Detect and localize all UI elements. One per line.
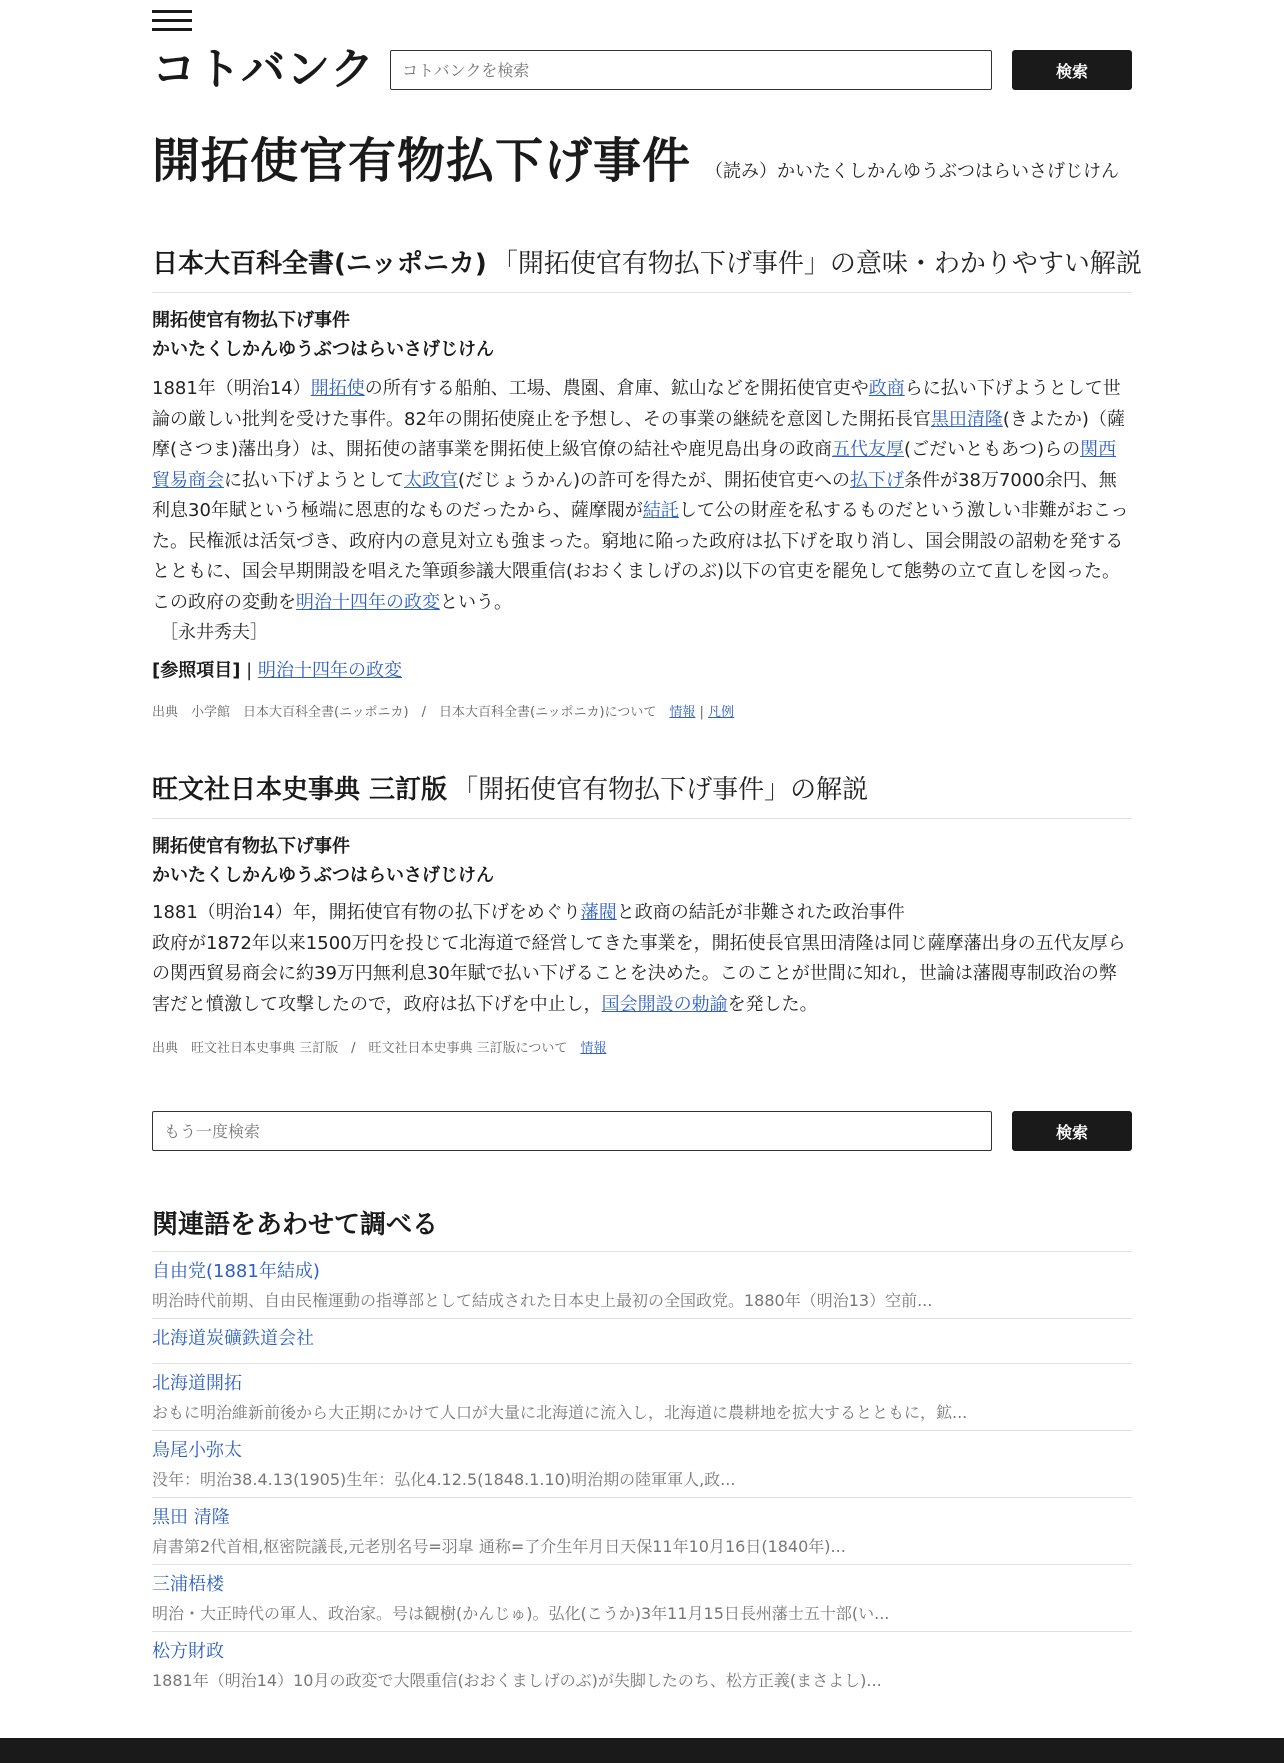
author: ［永井秀夫］ (160, 622, 268, 643)
body-text: 政府が1872年以来1500万円を投じて北海道で経営してきた事業を，開拓使長官黒田清隆は同じ薩摩藩出身の五代友厚らの関西貿易商会に約39万円無利息30年賦で払い下げることを決めた。このことが世間に知れ，世論は藩閥専制政治の弊害だと憤激して攻撃したので，政府は払下げを中止し， (152, 932, 1126, 1015)
section-source: 旺文社日本史事典 三訂版 (152, 775, 448, 805)
related-item-desc: 肩書第2代首相,枢密院議長,元老別名号=羽皐 通称=了介生年月日天保11年10月16日(1840年)... (152, 1537, 846, 1556)
body-text: という。 (440, 591, 512, 613)
related-item-title[interactable]: 三浦梧楼 (152, 1574, 224, 1595)
section-heading-nipponica (152, 243, 1142, 293)
related-item-desc: 没年：明治38.4.13(1905)生年：弘化4.12.5(1848.1.10)明治期の陸軍軍人,政... (152, 1470, 736, 1489)
link-seisho[interactable]: 政商 (868, 378, 905, 399)
reference-items (152, 656, 402, 682)
title-reading: （読み）かいたくしかんゆうぶつはらいさげじけん (705, 161, 1120, 182)
related-item-title[interactable]: 北海道開拓 (152, 1373, 242, 1394)
body-text: 1881（明治14）年，開拓使官有物の払下げをめぐり (152, 902, 581, 923)
citation-info-link[interactable]: 情報 (669, 705, 696, 720)
page-title: 開拓使官有物払下げ事件 (152, 133, 692, 189)
entry-body (152, 374, 1132, 649)
source-citation (152, 1037, 606, 1056)
link-kuroda-kiyotaka[interactable]: 黒田清隆 (930, 408, 1003, 430)
hamburger-menu-icon[interactable] (152, 10, 192, 32)
citation-text: 出典 小学館 日本大百科全書(ニッポニカ) / 日本大百科全書(ニッポニカ)について (152, 705, 670, 720)
related-item-desc: 明治・大正時代の軍人、政治家。号は観樹(かんじゅ)。弘化(こうか)3年11月15日長州藩士五十部(い... (152, 1604, 890, 1623)
related-heading: 関連語をあわせて調べる (152, 1210, 439, 1240)
entry-term-block (152, 306, 1132, 364)
reference-label: [参照項目] (152, 660, 241, 681)
link-dajokan[interactable]: 太政官 (404, 469, 458, 491)
link-haraisage[interactable]: 払下げ (850, 469, 905, 491)
source-citation (152, 701, 734, 720)
body-text: と政商の結託が非難された政治事件 (616, 902, 905, 923)
search-input[interactable] (390, 50, 992, 90)
related-item-desc: 1881年（明治14）10月の政変で大隈重信(おおくましげのぶ)が失脚したのち、松方正義(まさよし)... (152, 1671, 882, 1690)
body-text: (だじょうかん)の許可を得たが、開拓使官吏への (458, 469, 851, 491)
link-meiji14-seihen[interactable]: 明治十四年の政変 (296, 591, 440, 613)
body-text: (ごだいともあつ)らの (904, 439, 1081, 460)
link-kaitakushi[interactable]: 開拓使 (310, 378, 365, 399)
body-text: 条件が38万7000余円、無利息30年賦という極端に恩恵的なものだったから、薩摩閥が (152, 469, 1117, 521)
link-kokkai-kaisetsu-chokuyu[interactable]: 国会開設の勅諭 (601, 993, 728, 1015)
entry-term-reading: かいたくしかんゆうぶつはらいさげじけん (152, 339, 494, 360)
search-button[interactable]: 検索 (1012, 50, 1132, 90)
link-hanbatsu[interactable]: 藩閥 (580, 902, 617, 923)
related-item[interactable] (152, 1364, 1132, 1431)
entry-term: 開拓使官有物払下げ事件 (152, 836, 350, 857)
citation-legend-link[interactable]: 凡例 (708, 705, 735, 720)
section-description: 「開拓使官有物払下げ事件」の解説 (452, 775, 869, 805)
related-list (152, 1251, 1132, 1699)
footer-bar (0, 1738, 1284, 1763)
related-item[interactable] (152, 1252, 1132, 1319)
body-text: (きよたか)（薩摩(さつま)藩出身）は、開拓使の諸事業を開拓使上級官僚の結社や鹿児島出身の政商 (152, 408, 1125, 460)
related-item-title[interactable]: 鳥尾小弥太 (152, 1440, 242, 1461)
citation-info-link[interactable]: 情報 (580, 1041, 607, 1056)
body-text: を発した。 (727, 993, 818, 1015)
citation-separator: | (695, 705, 709, 720)
reference-link-meiji14-seihen[interactable]: 明治十四年の政変 (257, 660, 402, 681)
bottom-search-button[interactable]: 検索 (1012, 1111, 1132, 1151)
entry-term-reading: かいたくしかんゆうぶつはらいさげじけん (152, 865, 494, 886)
related-item[interactable] (152, 1319, 1132, 1364)
related-item[interactable] (152, 1632, 1132, 1699)
entry-term-block (152, 832, 1132, 890)
related-item-title[interactable]: 松方財政 (152, 1641, 224, 1662)
related-item[interactable] (152, 1498, 1132, 1565)
body-text: の所有する船舶、工場、農園、倉庫、鉱山などを開拓使官吏や (364, 378, 869, 399)
related-item-desc: 明治時代前期、自由民権運動の指導部として結成された日本史上最初の全国政党。1880年（明治13）空前... (152, 1291, 933, 1310)
reference-separator: | (240, 660, 258, 681)
body-text: して公の財産を私するものだという激しい非難がおこった。民権派は活気づき、政府内の意見対立も強まった。窮地に陥った政府は払下げを取り消し、国会開設の詔勅を発するとともに、国会早期開設を唱えた筆頭参議大隈重信(おおくましげのぶ)以下の官吏を罷免して態勢の立て直しを図った。この政府の変動を (152, 500, 1129, 613)
entry-term: 開拓使官有物払下げ事件 (152, 310, 350, 331)
body-text: らに払い下げようとして世論の厳しい批判を受けた事件。82年の開拓使廃止を予想し、その事業の継続を意図した開拓長官 (152, 378, 1121, 430)
body-text: に払い下げようとして (224, 469, 404, 491)
body-text: 1881年（明治14） (152, 378, 311, 399)
link-kansai-boeki-shokai[interactable]: 関西貿易商会 (152, 439, 1117, 491)
section-source: 日本大百科全書(ニッポニカ) (152, 249, 487, 279)
related-item-title[interactable]: 北海道炭礦鉄道会社 (152, 1328, 314, 1349)
page-title-row (152, 122, 1132, 191)
related-item-desc: おもに明治維新前後から大正期にかけて人口が大量に北海道に流入し，北海道に農耕地を拡大するとともに，鉱... (152, 1403, 968, 1422)
link-godai-tomoatsu[interactable]: 五代友厚 (832, 439, 905, 460)
section-heading-obunsha (152, 769, 1132, 819)
link-ketaku[interactable]: 結託 (642, 500, 679, 521)
related-item[interactable] (152, 1431, 1132, 1498)
site-logo[interactable]: コトバンク (152, 44, 376, 95)
citation-text: 出典 旺文社日本史事典 三訂版 / 旺文社日本史事典 三訂版について (152, 1041, 581, 1056)
related-item-title[interactable]: 黒田 清隆 (152, 1507, 230, 1528)
related-item[interactable] (152, 1565, 1132, 1632)
section-description: 「開拓使官有物払下げ事件」の意味・わかりやすい解説 (491, 249, 1142, 279)
entry-body (152, 898, 1132, 1020)
related-item-title[interactable]: 自由党(1881年結成) (152, 1261, 320, 1282)
bottom-search-input[interactable] (152, 1111, 992, 1151)
